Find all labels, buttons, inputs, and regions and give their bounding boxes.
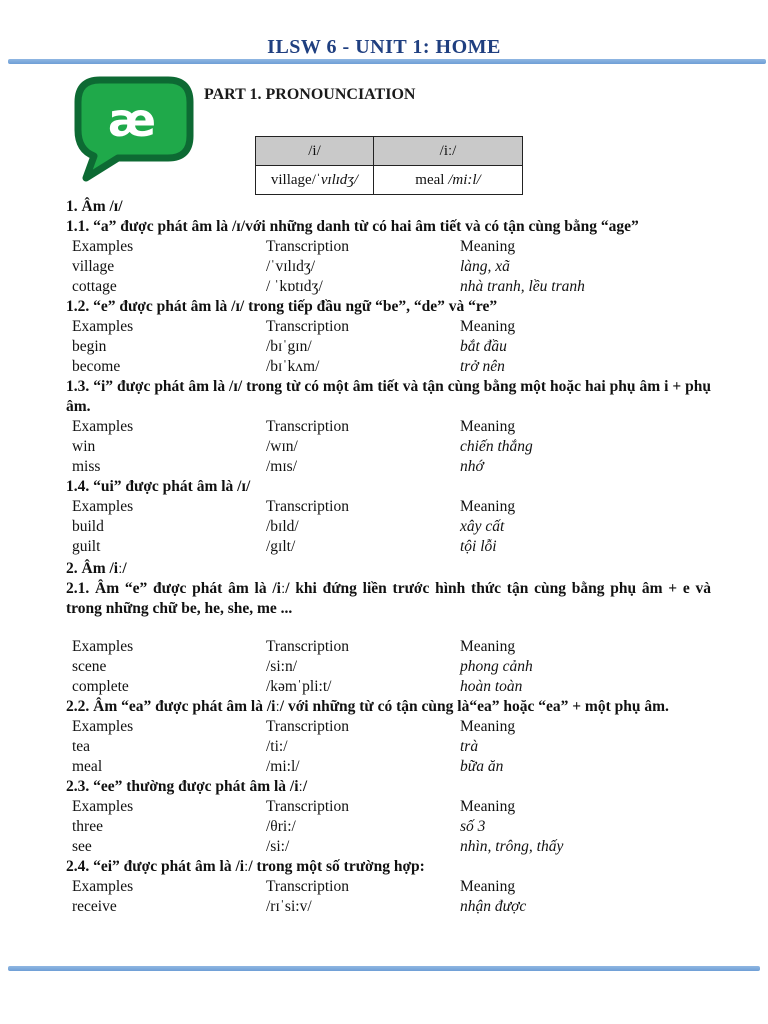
transcription-column-header: Transcription — [266, 498, 349, 515]
meaning-column-header: Meaning — [460, 638, 516, 655]
examples-column-header: Examples — [72, 638, 134, 655]
example-word: complete — [72, 678, 129, 695]
page-title: ILSW 6 - UNIT 1: HOME — [267, 36, 501, 58]
example-transcription: /gɪlt/ — [266, 538, 296, 555]
examples-column-header: Examples — [72, 718, 134, 735]
examples-column-header: Examples — [72, 498, 134, 515]
rule-heading: 1.1. “a” được phát âm là /ɪ/với những danh từ có hai âm tiết và có tận cùng bằng “age” — [66, 218, 639, 235]
rule-heading: 1.2. “e” được phát âm là /ɪ/ trong tiếp đầu ngữ “be”, “de” và “re” — [66, 298, 498, 315]
example-meaning: làng, xã — [460, 258, 510, 275]
examples-header-row — [66, 237, 711, 257]
speech-bubble-ae-logo-icon — [72, 74, 196, 182]
example-meaning: bữa ăn — [460, 758, 504, 775]
meaning-column-header: Meaning — [460, 878, 516, 895]
example-meaning: số 3 — [460, 818, 486, 835]
part-title: PART 1. PRONOUNCIATION — [204, 86, 416, 103]
example-word: meal — [72, 758, 103, 775]
example-meaning: tội lỗi — [460, 538, 497, 555]
meaning-column-header: Meaning — [460, 238, 516, 255]
example-transcription: /bɪˈgɪn/ — [266, 338, 312, 355]
example-word: miss — [72, 458, 101, 475]
example-word: scene — [72, 658, 107, 675]
example-word: three — [72, 818, 103, 835]
header-divider — [8, 59, 766, 64]
transcription-column-header: Transcription — [266, 718, 349, 735]
example-row — [66, 897, 711, 917]
example-word: see — [72, 838, 92, 855]
example-word: tea — [72, 738, 91, 755]
rule-heading: 2.1. Âm “e” được phát âm là /iː/ khi đứng liền trước hình thức tận cùng bằng phụ âm + e và trong những chữ be, he, she, me ... — [66, 580, 711, 617]
example-meaning: trở nên — [460, 358, 505, 375]
example-transcription: /kəmˈpli:t/ — [266, 678, 332, 695]
example-transcription: /θri:/ — [266, 818, 296, 835]
example-word: receive — [72, 898, 117, 915]
examples-header-row — [66, 317, 711, 337]
example-row — [66, 537, 711, 557]
example-transcription: /si:n/ — [266, 658, 298, 675]
examples-header-row — [66, 797, 711, 817]
transcription-column-header: Transcription — [266, 638, 349, 655]
pronunciation-content — [66, 195, 711, 917]
examples-column-header: Examples — [72, 798, 134, 815]
example-row — [66, 277, 711, 297]
example-row — [66, 517, 711, 537]
examples-column-header: Examples — [72, 878, 134, 895]
ipa-table — [255, 136, 523, 195]
section-heading: 1. Âm /ɪ/ — [66, 198, 123, 215]
example-row — [66, 457, 711, 477]
example-meaning: chiến thắng — [460, 438, 533, 455]
examples-header-row — [66, 417, 711, 437]
ipa-example-village: village/ˈvɪlɪdʒ/ — [256, 166, 374, 195]
example-transcription: /si:/ — [266, 838, 290, 855]
example-transcription: /rɪˈsi:v/ — [266, 898, 312, 915]
example-word: begin — [72, 338, 107, 355]
transcription-column-header: Transcription — [266, 418, 349, 435]
example-row — [66, 817, 711, 837]
meaning-column-header: Meaning — [460, 798, 516, 815]
examples-header-row — [66, 637, 711, 657]
rule-heading: 1.4. “ui” được phát âm là /ɪ/ — [66, 478, 251, 495]
ipa-header-long-i: /iː/ — [374, 137, 523, 166]
spacer — [66, 619, 711, 637]
example-transcription: /ti:/ — [266, 738, 288, 755]
meaning-column-header: Meaning — [460, 418, 516, 435]
transcription-column-header: Transcription — [266, 238, 349, 255]
example-word: village — [72, 258, 115, 275]
rule-heading: 2.4. “ei” được phát âm là /iː/ trong một số trường hợp: — [66, 858, 425, 875]
transcription-column-header: Transcription — [266, 798, 349, 815]
example-meaning: trà — [460, 738, 479, 755]
example-row — [66, 677, 711, 697]
example-meaning: nhà tranh, lều tranh — [460, 278, 585, 295]
transcription-column-header: Transcription — [266, 318, 349, 335]
example-meaning: phong cảnh — [460, 658, 533, 675]
example-row — [66, 737, 711, 757]
example-meaning: nhớ — [460, 458, 484, 475]
example-meaning: xây cất — [460, 518, 505, 535]
meaning-column-header: Meaning — [460, 318, 516, 335]
examples-column-header: Examples — [72, 418, 134, 435]
example-transcription: /wɪn/ — [266, 438, 298, 455]
example-meaning: bắt đầu — [460, 338, 507, 355]
examples-column-header: Examples — [72, 238, 134, 255]
examples-header-row — [66, 717, 711, 737]
ipa-header-short-i: /i/ — [256, 137, 374, 166]
rule-heading: 2.2. Âm “ea” được phát âm là /iː/ với những từ có tận cùng là“ea” hoặc “ea” + một phụ âm. — [66, 698, 669, 715]
example-row — [66, 757, 711, 777]
example-transcription: /ˈvɪlɪdʒ/ — [266, 258, 316, 275]
example-row — [66, 437, 711, 457]
example-transcription: /mɪs/ — [266, 458, 298, 475]
example-word: win — [72, 438, 96, 455]
example-meaning: nhận được — [460, 898, 527, 915]
rule-heading: 1.3. “i” được phát âm là /ɪ/ trong từ có một âm tiết và tận cùng bằng một hoặc hai phụ âm i + phụ âm. — [66, 378, 711, 415]
ipa-example-meal: meal /mi:l/ — [374, 166, 523, 195]
meaning-column-header: Meaning — [460, 718, 516, 735]
example-row — [66, 657, 711, 677]
footer-divider — [8, 966, 760, 971]
example-word: cottage — [72, 278, 117, 295]
example-word: guilt — [72, 538, 101, 555]
example-row — [66, 257, 711, 277]
example-row — [66, 357, 711, 377]
meaning-column-header: Meaning — [460, 498, 516, 515]
example-word: build — [72, 518, 104, 535]
rule-heading: 2.3. “ee” thường được phát âm là /iː/ — [66, 778, 308, 795]
examples-header-row — [66, 877, 711, 897]
section-heading: 2. Âm /iː/ — [66, 560, 127, 577]
ae-glyph: æ — [107, 93, 157, 147]
example-meaning: hoàn toàn — [460, 678, 523, 695]
examples-header-row — [66, 497, 711, 517]
example-transcription: /bɪld/ — [266, 518, 299, 535]
example-row — [66, 337, 711, 357]
example-transcription: / ˈkɒtɪdʒ/ — [266, 278, 323, 295]
example-row — [66, 837, 711, 857]
example-meaning: nhìn, trông, thấy — [460, 838, 564, 855]
example-word: become — [72, 358, 121, 375]
examples-column-header: Examples — [72, 318, 134, 335]
example-transcription: /mi:l/ — [266, 758, 300, 775]
example-transcription: /bɪˈkʌm/ — [266, 358, 320, 375]
transcription-column-header: Transcription — [266, 878, 349, 895]
